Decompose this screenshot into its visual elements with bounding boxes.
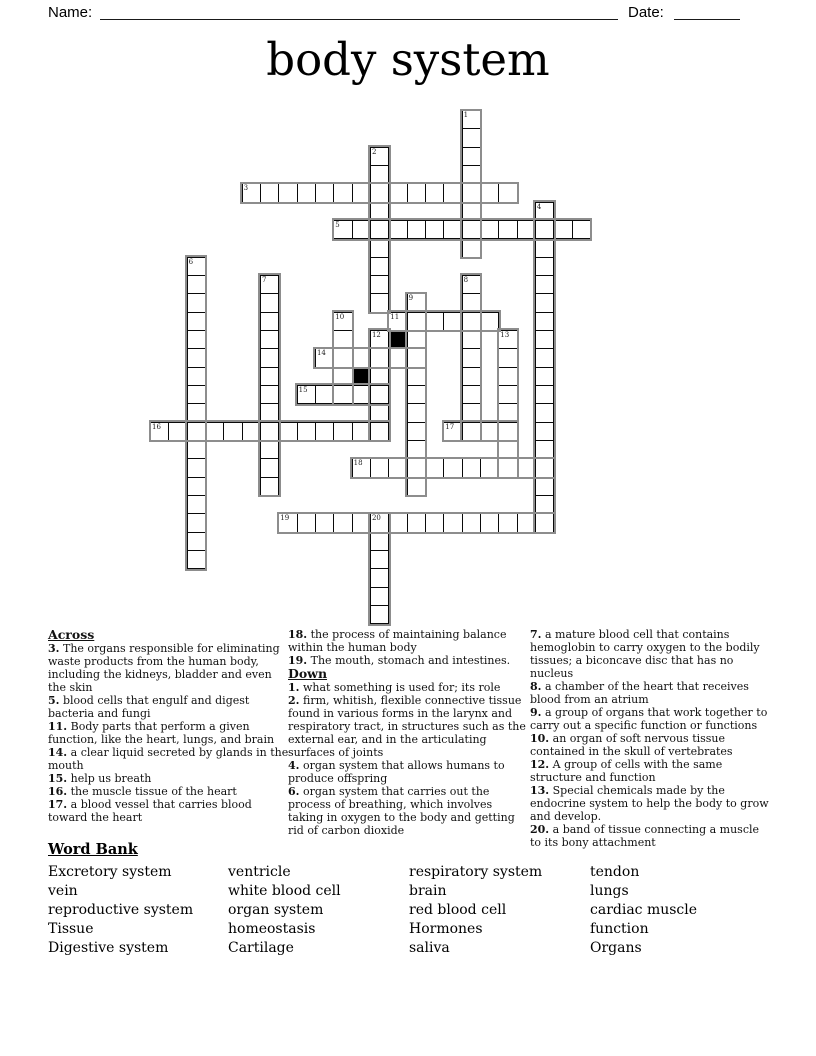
word-bank-item: brain: [409, 883, 447, 899]
grid-cell: [370, 293, 389, 312]
grid-cell: [260, 183, 279, 202]
grid-cell: [443, 513, 462, 532]
clue-number: 9.: [530, 706, 542, 719]
grid-cell: [535, 422, 554, 441]
clues-column-3: [530, 628, 772, 849]
cell-number-3: 3: [243, 184, 249, 193]
grid-cell: [370, 202, 389, 221]
word-bank-item: Tissue: [48, 921, 94, 937]
grid-cell: [370, 367, 389, 386]
word-bank-item: saliva: [409, 940, 450, 956]
grid-cell: [370, 532, 389, 551]
grid-cell: [315, 422, 334, 441]
grid-cell: [333, 312, 352, 331]
grid-cell: [407, 312, 426, 331]
word-bank-item: lungs: [590, 883, 629, 899]
grid-cell: [462, 238, 481, 257]
grid-cell: [407, 220, 426, 239]
grid-cell: [462, 403, 481, 422]
word-bank-column-1: [48, 863, 193, 958]
grid-cell: [187, 440, 206, 459]
grid-cell: [480, 312, 499, 331]
grid-cell: [205, 422, 224, 441]
grid-cell: [462, 367, 481, 386]
grid-cell: [187, 550, 206, 569]
word-bank-item: white blood cell: [228, 883, 341, 899]
clue-across-5: 5. blood cells that engulf and digest bacteria and fungi: [48, 693, 250, 720]
name-label: Name:: [48, 4, 93, 21]
clue-number: 8.: [530, 680, 542, 693]
grid-cell: [315, 348, 334, 367]
grid-cell: [462, 312, 481, 331]
cell-number-11: 11: [390, 312, 400, 321]
grid-cell: [260, 477, 279, 496]
grid-cell: [535, 312, 554, 331]
word-bank-item: reproductive system: [48, 902, 194, 918]
grid-cell: [260, 458, 279, 477]
grid-cell: [168, 422, 187, 441]
grid-cell: [370, 275, 389, 294]
grid-cell: [370, 238, 389, 257]
clue-down-8: 8. a chamber of the heart that receives blood from an atrium: [530, 680, 749, 706]
cell-number-7: 7: [261, 275, 267, 284]
cell-number-1: 1: [463, 111, 469, 119]
cell-number-8: 8: [463, 275, 469, 284]
grid-cell: [370, 587, 389, 606]
grid-cell: [388, 513, 407, 532]
grid-cell: [425, 458, 444, 477]
grid-cell: [187, 385, 206, 404]
grid-cell: [480, 458, 499, 477]
cell-number-18: 18: [353, 459, 363, 468]
grid-cell: [462, 385, 481, 404]
cell-number-13: 13: [500, 330, 510, 339]
cell-number-4: 4: [536, 202, 542, 211]
grid-cell: [407, 385, 426, 404]
clue-number: 2.: [288, 693, 300, 707]
grid-cell: [517, 220, 536, 239]
grid-cell: [535, 495, 554, 514]
grid-cell: [187, 458, 206, 477]
grid-cell: [498, 422, 517, 441]
grid-cell: [535, 257, 554, 276]
grid-cell: [187, 257, 206, 276]
grid-cell: [187, 532, 206, 551]
grid-cell: [352, 385, 371, 404]
cell-number-12: 12: [371, 330, 381, 339]
clue-number: 5.: [48, 693, 60, 707]
grid-cell: [535, 238, 554, 257]
clue-across-11: 11. Body parts that perform a given function, like the heart, lungs, and brain: [48, 719, 275, 746]
grid-cell: [370, 348, 389, 367]
grid-cell: [260, 385, 279, 404]
grid-cell: [333, 385, 352, 404]
grid-cell: [462, 147, 481, 166]
grid-cell: [242, 422, 261, 441]
cell-number-16: 16: [152, 422, 161, 431]
clue-number: 16.: [48, 784, 68, 798]
clue-number: 3.: [48, 641, 60, 655]
grid-cell: [407, 403, 426, 422]
grid-cell: [407, 440, 426, 459]
grid-cell: [370, 257, 389, 276]
grid-cell: [187, 293, 206, 312]
grid-cell: [443, 183, 462, 202]
clue-number: 1.: [288, 680, 300, 694]
grid-cell: [425, 513, 444, 532]
grid-cell: [407, 367, 426, 386]
grid-cell: [187, 422, 206, 441]
grid-cell: [407, 183, 426, 202]
clue-across-14: 14. a clear liquid secreted by glands in the mouth: [48, 745, 289, 772]
grid-cell: [462, 330, 481, 349]
grid-cell: [535, 202, 554, 221]
grid-cell: [352, 422, 371, 441]
page-title: body system: [266, 33, 550, 86]
grid-cell: [498, 220, 517, 239]
grid-cell: [333, 330, 352, 349]
grid-cell: [407, 513, 426, 532]
date-label: Date:: [628, 4, 664, 21]
clue-across-16: 16. the muscle tissue of the heart: [48, 784, 237, 798]
grid-cell: [535, 403, 554, 422]
word-bank-item: Digestive system: [48, 940, 169, 956]
grid-cell: [535, 330, 554, 349]
grid-cell: [260, 312, 279, 331]
grid-cell: [535, 275, 554, 294]
grid-cell: [498, 440, 517, 459]
grid-cell: [260, 293, 279, 312]
word-bank-item: tendon: [590, 864, 640, 880]
grid-cell: [462, 348, 481, 367]
grid-cell: [260, 330, 279, 349]
grid-cell: [388, 312, 407, 331]
grid-cell: [443, 312, 462, 331]
grid-cell: [315, 513, 334, 532]
grid-cell: [462, 165, 481, 184]
word-bank-item: Excretory system: [48, 864, 172, 880]
grid-cell: [260, 275, 279, 294]
grid-cell: [462, 220, 481, 239]
grid-cell: [187, 330, 206, 349]
word-bank-item: red blood cell: [409, 902, 507, 918]
black-cell: [388, 330, 407, 349]
grid-cell: [333, 513, 352, 532]
grid-cell: [150, 422, 169, 441]
grid-cell: [517, 458, 536, 477]
clue-down-4: 4. organ system that allows humans to produce offspring: [288, 758, 505, 785]
word-bank: [48, 841, 772, 956]
grid-cell: [352, 348, 371, 367]
clue-across-15: 15. help us breath: [48, 771, 152, 785]
clue-down-13: 13. Special chemicals made by the endocrine system to help the body to grow and develop.: [530, 784, 769, 823]
grid-cell: [333, 422, 352, 441]
grid-cell: [462, 458, 481, 477]
word-bank-column-3: [409, 863, 542, 958]
grid-cell: [370, 605, 389, 624]
word-bank-item: Cartilage: [228, 940, 294, 956]
word-bank-item: organ system: [228, 902, 324, 918]
clue-down-10: 10. an organ of soft nervous tissue contained in the skull of vertebrates: [530, 732, 733, 758]
grid-cell: [260, 440, 279, 459]
grid-cell: [388, 348, 407, 367]
grid-cell: [333, 367, 352, 386]
grid-cell: [187, 477, 206, 496]
grid-cell: [407, 458, 426, 477]
grid-cell: [462, 422, 481, 441]
clue-down-20: 20. a band of tissue connecting a muscle to its bony attachment: [530, 823, 760, 849]
grid-cell: [407, 422, 426, 441]
grid-cell: [388, 220, 407, 239]
grid-cell: [370, 422, 389, 441]
grid-cell: [462, 275, 481, 294]
grid-cell: [370, 458, 389, 477]
grid-cell: [462, 110, 481, 129]
grid-cell: [352, 458, 371, 477]
grid-cell: [443, 458, 462, 477]
clue-across-19: 19. The mouth, stomach and intestines.: [288, 654, 511, 667]
grid-cell: [498, 330, 517, 349]
cell-number-14: 14: [316, 349, 326, 358]
grid-cell: [370, 147, 389, 166]
clue-down-9: 9. a group of organs that work together to carry out a specific function or functions: [530, 706, 768, 732]
grid-cell: [443, 220, 462, 239]
grid-cell: [278, 183, 297, 202]
grid-cell: [425, 312, 444, 331]
clue-number: 14.: [48, 745, 68, 759]
cell-number-10: 10: [335, 312, 345, 321]
grid-cell: [370, 330, 389, 349]
grid-cell: [187, 275, 206, 294]
grid-cell: [425, 183, 444, 202]
grid-cell: [187, 403, 206, 422]
grid-cell: [370, 568, 389, 587]
grid-cell: [535, 385, 554, 404]
clue-number: 6.: [288, 784, 300, 798]
grid-cell: [333, 220, 352, 239]
clue-down-2: 2. firm, whitish, flexible connective tissue found in various forms in the larynx and respiratory tract, in structures such as the external ear, and in the articulating surfaces of joints: [288, 693, 526, 759]
clue-number: 11.: [48, 719, 68, 733]
word-bank-item: homeostasis: [228, 921, 316, 937]
grid-cell: [553, 220, 572, 239]
cell-number-2: 2: [371, 147, 377, 156]
clue-number: 18.: [288, 628, 308, 641]
grid-cell: [443, 422, 462, 441]
grid-cell: [480, 183, 499, 202]
cell-number-20: 20: [371, 514, 381, 523]
clue-across-18: 18. the process of maintaining balance within the human body: [288, 628, 507, 654]
grid-cell: [297, 513, 316, 532]
word-bank-item: vein: [48, 883, 78, 899]
grid-cell: [407, 477, 426, 496]
grid-cell: [462, 183, 481, 202]
grid-cell: [260, 348, 279, 367]
clue-down-6: 6. organ system that carries out the process of breathing, which involves taking in oxygen to the body and getting rid of carbon dioxide: [288, 784, 515, 837]
grid-cell: [480, 220, 499, 239]
grid-cell: [535, 458, 554, 477]
black-cell: [352, 367, 371, 386]
grid-cell: [517, 513, 536, 532]
word-bank-item: ventricle: [228, 864, 291, 880]
grid-cell: [498, 385, 517, 404]
cell-number-15: 15: [298, 385, 308, 394]
cell-number-17: 17: [445, 422, 455, 431]
grid-cell: [498, 183, 517, 202]
grid-cell: [370, 550, 389, 569]
word-bank-item: respiratory system: [409, 864, 543, 880]
clue-number: 12.: [530, 758, 550, 771]
grid-cell: [297, 422, 316, 441]
cell-number-9: 9: [408, 294, 414, 303]
grid-cell: [260, 403, 279, 422]
clue-number: 20.: [530, 823, 550, 836]
grid-cell: [370, 183, 389, 202]
across-header: Across: [48, 627, 95, 642]
cell-number-19: 19: [280, 514, 290, 523]
grid-cell: [352, 183, 371, 202]
grid-cell: [535, 440, 554, 459]
grid-cell: [535, 220, 554, 239]
clue-down-12: 12. A group of cells with the same structure and function: [530, 758, 723, 784]
grid-cell: [260, 422, 279, 441]
grid-cell: [333, 183, 352, 202]
grid-cell: [333, 348, 352, 367]
grid-cell: [498, 513, 517, 532]
down-header: Down: [288, 666, 328, 681]
grid-cell: [425, 220, 444, 239]
grid-cell: [462, 128, 481, 147]
grid-cell: [315, 385, 334, 404]
grid-cell: [187, 495, 206, 514]
word-bank-item: Hormones: [409, 921, 483, 937]
clue-number: 15.: [48, 771, 68, 785]
grid-cell: [297, 385, 316, 404]
grid-cell: [535, 513, 554, 532]
grid-cell: [498, 348, 517, 367]
clue-number: 19.: [288, 654, 308, 667]
grid-cell: [278, 422, 297, 441]
word-bank-header: Word Bank: [48, 841, 138, 858]
grid-cell: [278, 513, 297, 532]
grid-cell: [352, 513, 371, 532]
grid-cell: [370, 403, 389, 422]
grid-cell: [535, 367, 554, 386]
grid-cell: [462, 293, 481, 312]
clue-across-17: 17. a blood vessel that carries blood toward the heart: [48, 797, 252, 824]
grid-cell: [407, 330, 426, 349]
clues-column-1: [48, 628, 290, 824]
grid-cell: [407, 293, 426, 312]
grid-cell: [370, 513, 389, 532]
grid-cell: [572, 220, 591, 239]
grid-cell: [187, 312, 206, 331]
grid-cell: [187, 348, 206, 367]
grid-cell: [370, 220, 389, 239]
cell-number-6: 6: [188, 257, 194, 266]
clue-number: 7.: [530, 628, 542, 641]
clue-number: 13.: [530, 784, 550, 797]
grid-cell: [480, 422, 499, 441]
grid-cell: [242, 183, 261, 202]
grid-cell: [535, 348, 554, 367]
word-bank-item: cardiac muscle: [590, 902, 698, 918]
clue-down-7: 7. a mature blood cell that contains hemoglobin to carry oxygen to the bodily tissues; a biconcave disc that has no nucleus: [530, 628, 760, 680]
grid-cell: [498, 403, 517, 422]
grid-cell: [370, 165, 389, 184]
grid-cell: [462, 513, 481, 532]
grid-cell: [480, 513, 499, 532]
clue-number: 17.: [48, 797, 68, 811]
grid-cell: [498, 458, 517, 477]
grid-cell: [535, 293, 554, 312]
grid-cell: [223, 422, 242, 441]
clue-across-3: 3. The organs responsible for eliminating waste products from the human body, including the kidneys, bladder and even the skin: [48, 641, 280, 694]
clue-down-1: 1. what something is used for; its role: [288, 680, 501, 694]
grid-cell: [498, 367, 517, 386]
word-bank-item: function: [590, 921, 649, 937]
grid-cell: [352, 220, 371, 239]
grid-cell: [388, 183, 407, 202]
word-bank-column-2: [228, 863, 341, 958]
grid-cell: [187, 513, 206, 532]
grid-cell: [388, 458, 407, 477]
grid-cell: [535, 477, 554, 496]
grid-cell: [315, 183, 334, 202]
clue-number: 10.: [530, 732, 550, 745]
grid-cell: [297, 183, 316, 202]
grid-cell: [407, 348, 426, 367]
clues-column-2: [288, 628, 530, 837]
word-bank-item: Organs: [590, 940, 642, 956]
grid-cell: [370, 385, 389, 404]
clue-number: 4.: [288, 758, 300, 772]
grid-cell: [462, 202, 481, 221]
grid-cell: [187, 367, 206, 386]
word-bank-column-4: [590, 863, 697, 958]
cell-number-5: 5: [335, 220, 340, 229]
grid-cell: [260, 367, 279, 386]
